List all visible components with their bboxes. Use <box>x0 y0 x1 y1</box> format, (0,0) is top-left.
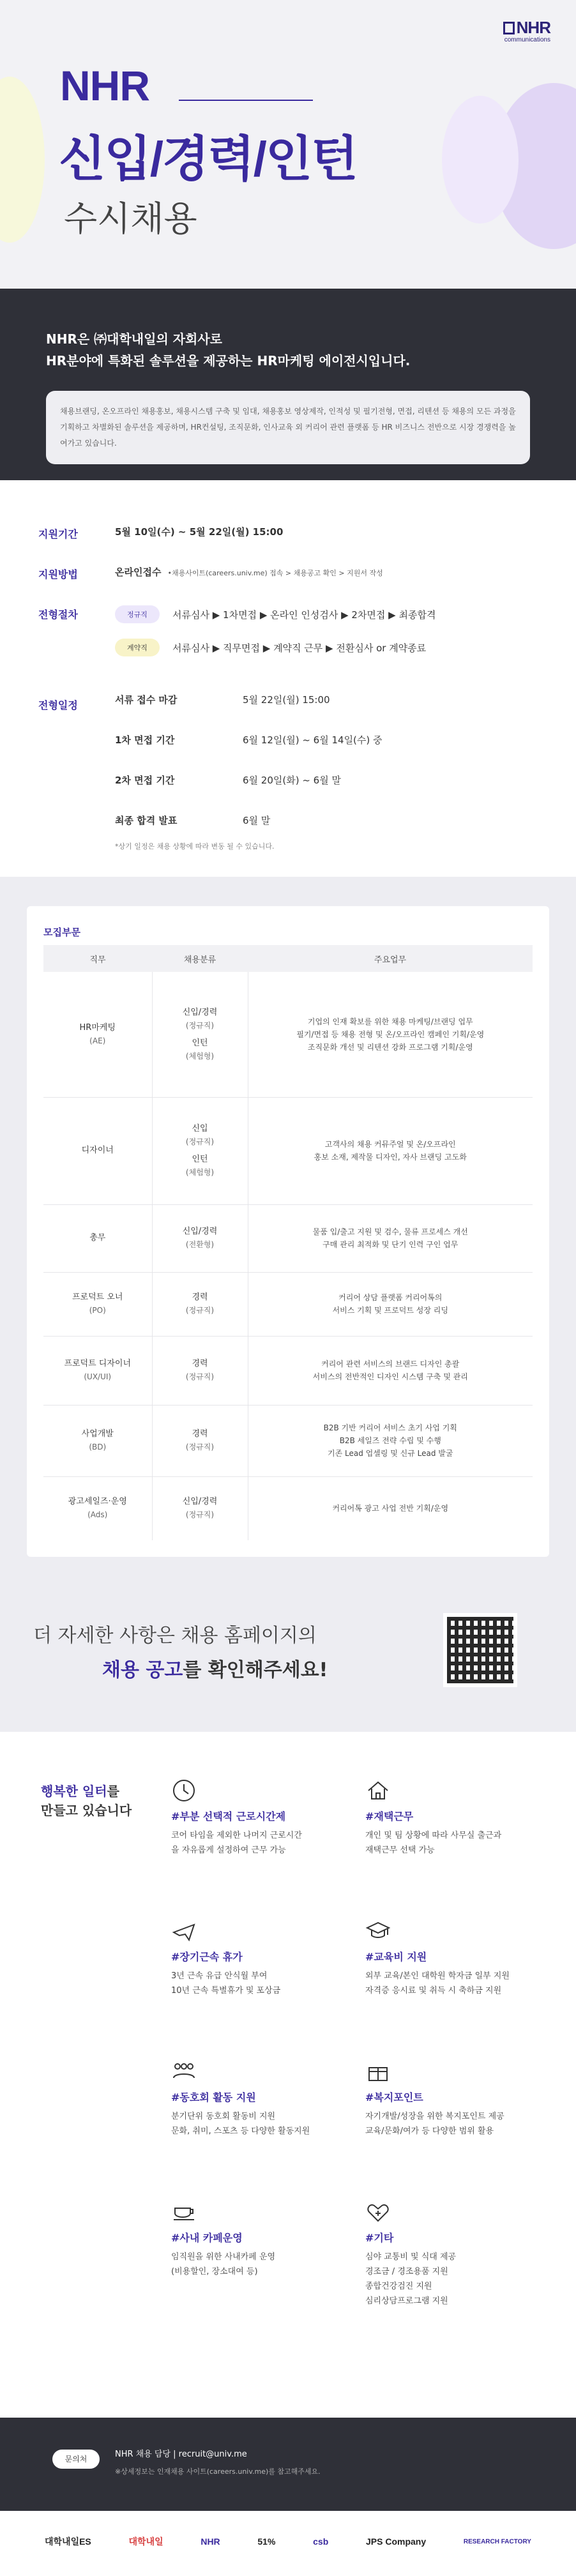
process-steps: 서류심사 ▶ 직무면접 ▶ 계약직 근무 ▶ 전환심사 or 계약종료 <box>172 642 427 654</box>
jobs-table <box>43 945 533 1540</box>
benefit-item: #장기근속 휴가 3년 근속 유급 안식월 부여 10년 근속 특별휴가 및 포상금 <box>171 1918 337 1998</box>
table-row: 프로덕트 디자이너 (UX/UI) 경력 (정규직) 커리어 관련 서비스의 브랜드 디자인 총괄 서비스의 전반적인 디자인 시스템 구축 및 관리 <box>43 1336 533 1405</box>
airplane-icon <box>171 1918 201 1944</box>
schedule-note: *상기 일정은 채용 상황에 따라 변동 될 수 있습니다. <box>115 842 275 851</box>
process-steps: 서류심사 ▶ 1차면접 ▶ 온라인 인성검사 ▶ 2차면접 ▶ 최종합격 <box>172 609 436 621</box>
page-title: 신입/경력/인턴 <box>59 132 357 186</box>
decor-blob <box>442 96 519 224</box>
application-info <box>0 480 576 877</box>
table-row: 프로덕트 오너 (PO) 경력 (정규직) 커리어 상담 플랫폼 커리어톡의 서비스 기획 및 프로덕트 성장 리딩 <box>43 1272 533 1336</box>
intro-headline: NHR은 ㈜대학내일의 자회사로 HR분야에 특화된 솔루션을 제공하는 HR마케팅 에이전시입니다. <box>46 331 411 368</box>
table-row: HR마케팅 (AE) 신입/경력 (정규직) 인턴 (체험형) 기업의 인재 확보를 위한 채용 마케팅/브랜딩 업무 필기/면접 등 채용 전형 및 온/오프라인 캠페인 기획/운영 조직문화 개선 및 리텐션 강화 프로그램 기획/운영 <box>43 972 533 1097</box>
table-row: 사업개발 (BD) 경력 (정규직) B2B 기반 커리어 서비스 초기 사업 기획 B2B 세일즈 전략 수립 및 수행 기존 Lead 업셀링 및 신규 Lead 발굴 <box>43 1405 533 1476</box>
period-row: 지원기간 5월 10일(수) ~ 5월 22일(월) 15:00 <box>38 526 284 540</box>
partner-logo: JPS Company <box>365 2536 427 2547</box>
column-header: 채용분류 <box>152 945 248 972</box>
partner-logo: 51% <box>257 2536 276 2547</box>
method-detail: •채용사이트(careers.univ.me) 접속 > 채용공고 확인 > 지원서 작성 <box>167 569 383 577</box>
contact-note: ※상세정보는 인재채용 사이트(careers.univ.me)를 참고해주세요. <box>115 2467 321 2476</box>
partner-logo: NHR <box>201 2536 220 2547</box>
hero-divider <box>179 100 313 101</box>
table-row: 총무 신입/경력 (전환형) 물품 입/출고 지원 및 검수, 물류 프로세스 개선 구매 관리 최적화 및 단기 인력 구인 업무 <box>43 1204 533 1272</box>
benefit-item: #복지포인트 자기개발/성장을 위한 복지포인트 제공 교육/문화/여가 등 다양한 범위 활용 <box>365 2059 531 2139</box>
benefit-item: #재택근무 개인 및 팀 상황에 따라 사무실 출근과 재택근무 선택 가능 <box>365 1778 531 1858</box>
nhr-logo: NHR communications <box>503 18 550 43</box>
home-icon <box>365 1778 395 1803</box>
table-row: 광고세일즈·운영 (Ads) 신입/경력 (정규직) 커리어톡 광고 사업 전반 기획/운영 <box>43 1476 533 1540</box>
cta-line2: 채용 공고를 확인해주세요! <box>102 1659 328 1681</box>
company-intro <box>0 289 576 480</box>
method-value: 온라인접수 <box>115 566 162 578</box>
tag-contract: 계약직 <box>115 639 160 656</box>
partner-logo: 대학내일 <box>128 2536 163 2547</box>
benefit-item: #부분 선택적 근로시간제 코어 타임을 제외한 나머지 근로시간 을 자유롭게 설정하여 근무 가능 <box>171 1778 337 1858</box>
benefit-item: #교육비 지원 외부 교육/본인 대학원 학자금 일부 지원 자격증 응시료 및 취득 시 축하금 지원 <box>365 1918 531 1998</box>
hero-banner <box>0 0 576 289</box>
schedule-row: 전형일정 <box>38 699 78 711</box>
graduation-cap-icon <box>365 1918 395 1944</box>
intro-description: 채용브랜딩, 온오프라인 채용홍보, 채용시스템 구축 및 임대, 채용홍보 영상제작, 인적성 및 필기전형, 면접, 리텐션 등 채용의 모든 과정을 기획하고 차별화된 솔루션을 제공하며, HR컨설팅, 조직문화, 인사교육 외 커리어 관련 플랫폼 등 HR 비즈니스 전반으로 시장 경쟁력을 높여가고 있습니다. <box>46 391 530 464</box>
benefits-section <box>0 1732 576 2418</box>
cta-line1: 더 자세한 사항은 채용 홈페이지의 <box>33 1625 317 1647</box>
schedule-list: 서류 접수 마감 5월 22일(월) 15:00 1차 면접 기간 6월 12일(월) ~ 6월 14일(수) 중 2차 면접 기간 6월 20일(화) ~ 6월 말 최종 합격 발표 6월 말 *상기 일정은 채용 상황에 따라 변동 될 수 있습니다. <box>115 693 538 851</box>
qr-code-icon[interactable] <box>443 1613 517 1687</box>
gift-icon <box>365 2059 395 2084</box>
partner-logos <box>0 2511 576 2572</box>
column-header: 직무 <box>43 945 152 972</box>
contact-button[interactable]: 문의처 <box>52 2450 100 2469</box>
job-openings <box>0 877 576 1584</box>
cta-section <box>0 1584 576 1732</box>
contact-section <box>0 2418 576 2511</box>
method-row: 지원방법 온라인접수 •채용사이트(careers.univ.me) 접속 > 채용공고 확인 > 지원서 작성 <box>38 566 383 580</box>
benefit-item: #기타 심야 교통비 및 식대 제공 경조금 / 경조용품 지원 종합건강검진 지원 심리상담프로그램 지원 <box>365 2199 531 2308</box>
table-row: 디자이너 신입 (정규직) 인턴 (체험형) 고객사의 채용 커뮤주얼 및 온/오프라인 홍보 소재, 제작물 디자인, 자사 브랜딩 고도화 <box>43 1097 533 1204</box>
tag-regular: 정규직 <box>115 605 160 623</box>
partner-logo: 대학내일ES <box>45 2536 91 2547</box>
process-row: 전형절차 정규직 서류심사 ▶ 1차면접 ▶ 온라인 인성검사 ▶ 2차면접 ▶ 최종합격 계약직 서류심사 ▶ 직무면접 ▶ 계약직 근무 ▶ 전환심사 or 계약종료 <box>38 605 538 672</box>
coffee-cup-icon <box>171 2199 201 2225</box>
benefits-title: 행복한 일터를 만들고 있습니다 <box>41 1784 132 1818</box>
period-value: 5월 10일(수) ~ 5월 22일(월) 15:00 <box>115 526 284 538</box>
partner-logo: RESEARCH FACTORY <box>463 2538 531 2545</box>
contact-info: NHR 채용 담당 | recruit@univ.me <box>115 2450 247 2459</box>
benefit-item: #사내 카페운영 임직원을 위한 사내카페 운영 (비용할인, 장소대여 등) <box>171 2199 337 2279</box>
page-subtitle: 수시채용 <box>64 200 197 238</box>
partner-logo: csb <box>313 2536 329 2547</box>
decor-blob <box>0 77 45 243</box>
benefit-item: #동호회 활동 지원 분기단위 동호회 활동비 지원 문화, 취미, 스포츠 등 다양한 활동지원 <box>171 2059 337 2139</box>
people-icon <box>171 2059 201 2084</box>
column-header: 주요업무 <box>248 945 533 972</box>
clock-icon <box>171 1778 201 1803</box>
hero-brand: NHR <box>60 62 149 109</box>
section-title: 모집부문 <box>43 927 80 938</box>
heart-plus-icon <box>365 2199 395 2225</box>
